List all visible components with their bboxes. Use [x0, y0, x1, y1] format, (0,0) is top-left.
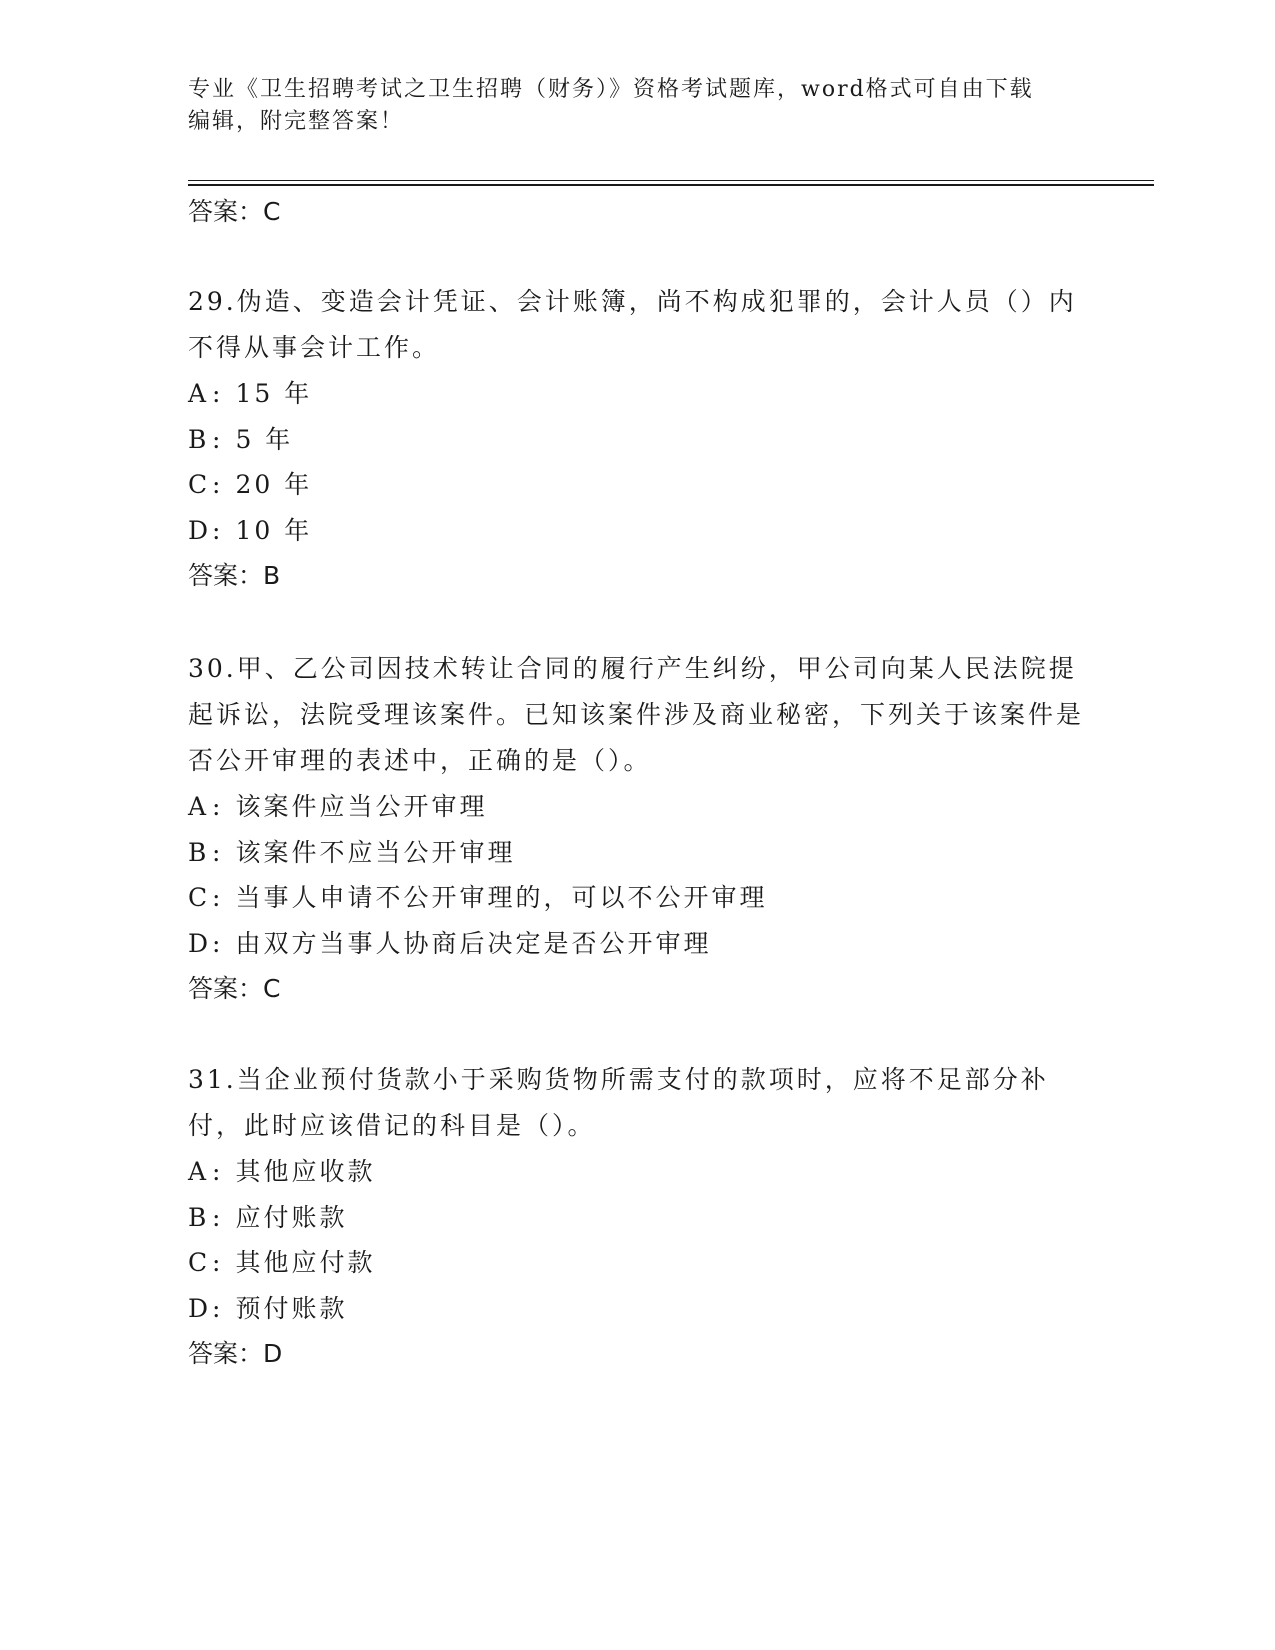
option-letter: C	[188, 883, 211, 912]
option-letter: C	[188, 1248, 211, 1277]
option-separator: :	[212, 379, 224, 408]
option-separator: :	[212, 837, 224, 867]
option-letter: D	[188, 515, 212, 545]
option-c	[188, 875, 1088, 921]
option-letter: B	[188, 424, 210, 454]
option-separator: :	[212, 1157, 224, 1186]
option-text: 5 年	[235, 424, 294, 454]
option-separator: :	[212, 1248, 224, 1277]
question-29	[188, 279, 1088, 599]
option-a	[188, 784, 1088, 830]
header-rule-thick	[188, 184, 1154, 186]
answer-label: 答案：	[188, 561, 264, 590]
option-b	[188, 1195, 1088, 1241]
question-30	[188, 646, 1088, 1012]
option-letter: B	[188, 1202, 210, 1232]
question-stem: 30.甲、乙公司因技术转让合同的履行产生纠纷，甲公司向某人民法院提起诉讼，法院受理该案件。已知该案件涉及商业秘密，下列关于该案件是否公开审理的表述中，正确的是（）。	[188, 654, 1085, 775]
option-text: 预付账款	[235, 1293, 348, 1323]
option-text: 该案件应当公开审理	[235, 792, 488, 821]
document-header	[188, 74, 1078, 138]
option-separator: :	[212, 883, 224, 912]
option-text: 由双方当事人协商后决定是否公开审理	[235, 928, 712, 958]
answer-label: 答案：	[188, 974, 264, 1003]
answer	[188, 1331, 1088, 1377]
answer-value: D	[263, 1339, 283, 1368]
option-text: 20 年	[235, 470, 313, 499]
option-c	[188, 462, 1088, 508]
option-b	[188, 830, 1088, 876]
option-separator: :	[212, 928, 224, 958]
option-text: 15 年	[235, 379, 313, 408]
answer	[188, 966, 1088, 1012]
option-text: 10 年	[235, 515, 313, 545]
option-letter: B	[188, 837, 210, 867]
option-a	[188, 1149, 1088, 1195]
option-separator: :	[212, 515, 224, 545]
option-letter: D	[188, 928, 212, 958]
option-text: 该案件不应当公开审理	[235, 837, 516, 867]
option-separator: :	[212, 792, 224, 821]
answer	[188, 553, 1088, 599]
option-letter: A	[188, 1157, 210, 1186]
option-separator: :	[212, 470, 224, 499]
option-b	[188, 417, 1088, 463]
header-line-1: 专业《卫生招聘考试之卫生招聘（财务）》资格考试题库，word格式可自由下载	[188, 77, 1034, 102]
question-31	[188, 1057, 1088, 1377]
question-stem: 29.伪造、变造会计凭证、会计账簿，尚不构成犯罪的，会计人员（）内不得从事会计工作。	[188, 287, 1077, 362]
option-letter: C	[188, 470, 211, 499]
answer-value: C	[263, 197, 281, 226]
option-d	[188, 1286, 1088, 1332]
header-rule-thin	[188, 180, 1154, 181]
option-letter: D	[188, 1293, 212, 1323]
previous-question-answer	[188, 194, 280, 230]
option-separator: :	[212, 424, 224, 454]
answer-label: 答案：	[188, 1339, 264, 1368]
option-a	[188, 371, 1088, 417]
answer-value: C	[263, 974, 281, 1003]
option-d	[188, 921, 1088, 967]
option-d	[188, 508, 1088, 554]
option-text: 其他应付款	[235, 1248, 376, 1277]
header-line-2: 编辑，附完整答案！	[188, 109, 405, 134]
option-separator: :	[212, 1293, 224, 1323]
answer-value: B	[263, 561, 281, 590]
option-c	[188, 1240, 1088, 1286]
question-stem: 31.当企业预付货款小于采购货物所需支付的款项时，应将不足部分补付，此时应该借记的科目是（）。	[188, 1065, 1049, 1140]
option-letter: A	[188, 379, 210, 408]
answer-label: 答案：	[188, 197, 264, 226]
option-separator: :	[212, 1202, 224, 1232]
option-text: 应付账款	[235, 1202, 348, 1232]
option-text: 当事人申请不公开审理的，可以不公开审理	[235, 883, 768, 912]
option-letter: A	[188, 792, 210, 821]
option-text: 其他应收款	[235, 1157, 376, 1186]
